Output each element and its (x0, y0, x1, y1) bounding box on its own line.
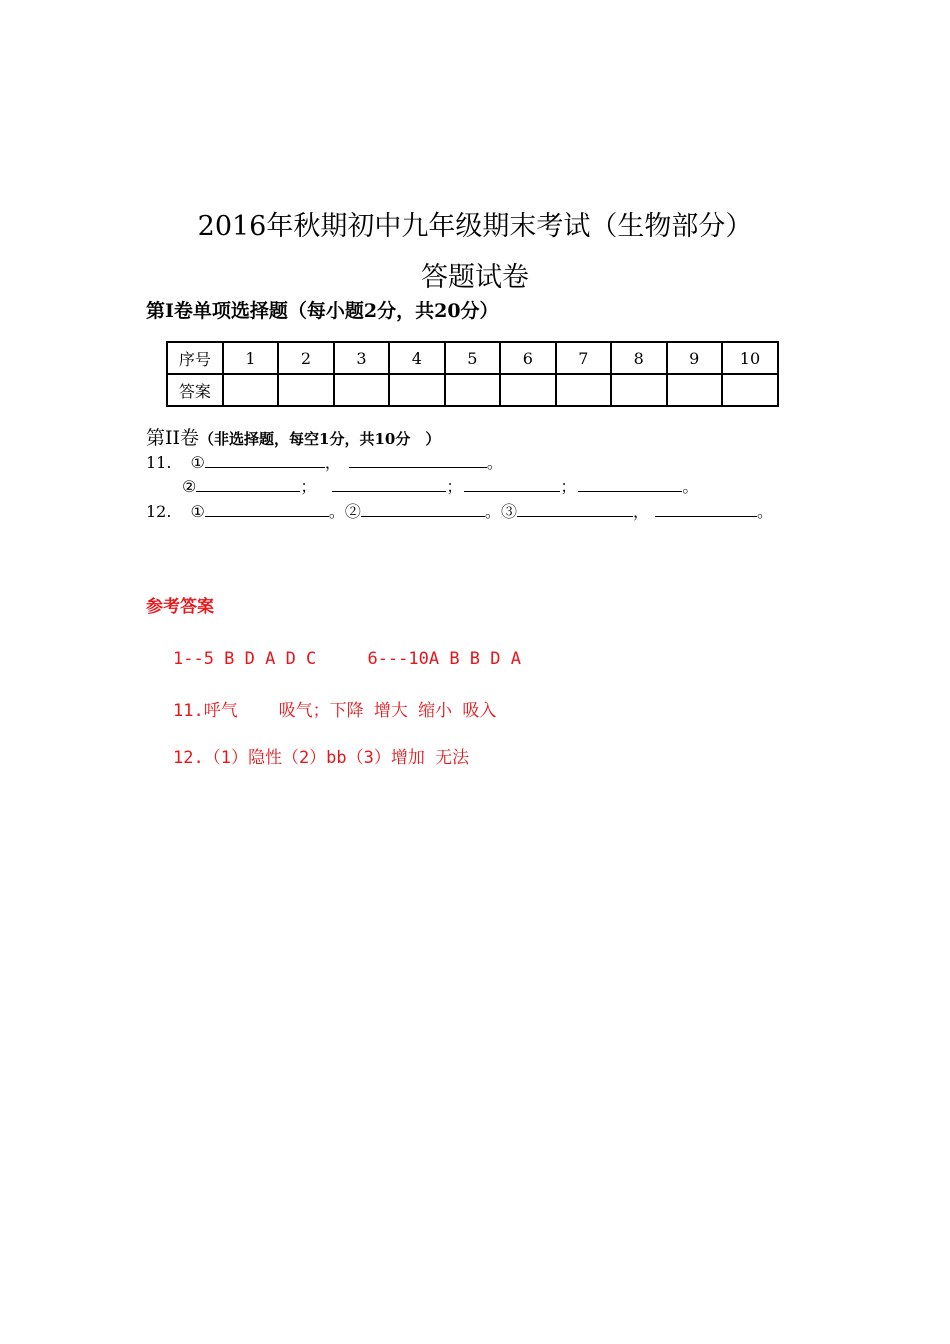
question-11-line-1 (146, 450, 503, 473)
punctuation: ； (300, 477, 317, 496)
answer-blank[interactable] (361, 502, 485, 517)
table-number-cell: 9 (667, 342, 722, 374)
answer-cell[interactable] (223, 374, 278, 406)
punctuation: ； (560, 477, 577, 496)
exam-subtitle: 答题试卷 (421, 262, 529, 293)
answer-blank[interactable] (578, 477, 682, 492)
answer-blank[interactable] (205, 453, 325, 468)
answer-blank[interactable] (464, 477, 560, 492)
punctuation: 。 (484, 502, 501, 521)
question-12-line (146, 499, 773, 522)
section2-note: （非选择题，每空1分，共10分 ） (199, 430, 441, 448)
answer-cell[interactable] (722, 374, 778, 406)
answer-cell[interactable] (389, 374, 444, 406)
answer-cell[interactable] (500, 374, 555, 406)
circled-two: ② (182, 477, 197, 496)
answer-line-11: 11.呼气 吸气；下降 增大 缩小 吸入 (173, 701, 497, 721)
answer-line-12: 12.（1）隐性（2）bb（3）增加 无法 (173, 748, 470, 768)
table-number-cell: 5 (445, 342, 500, 374)
answer-table (166, 341, 779, 407)
section2-title: 第II卷 (146, 427, 200, 449)
answer-blank[interactable] (349, 453, 487, 468)
answer-blank[interactable] (517, 502, 633, 517)
punctuation: ； (446, 477, 463, 496)
table-number-cell: 2 (278, 342, 333, 374)
table-number-cell: 10 (722, 342, 778, 374)
question-11-line-2 (182, 474, 698, 497)
circled-one: ① (190, 453, 205, 472)
reference-answer-heading: 参考答案 (146, 597, 214, 617)
answer-cell[interactable] (278, 374, 333, 406)
circled-one: ① (190, 502, 205, 521)
table-header-label: 序号 (167, 342, 223, 374)
table-number-cell: 3 (334, 342, 389, 374)
punctuation: 。 (486, 453, 503, 472)
table-number-cell: 6 (500, 342, 555, 374)
table-number-cell: 1 (223, 342, 278, 374)
punctuation: 。 (328, 502, 345, 521)
table-number-cell: 8 (611, 342, 666, 374)
question-number: 12. (146, 502, 172, 521)
answer-cell[interactable] (334, 374, 389, 406)
table-number-cell: 7 (556, 342, 611, 374)
table-row-answers (167, 374, 778, 406)
punctuation: ， (632, 502, 649, 521)
answer-blank[interactable] (332, 477, 446, 492)
exam-title: 2016年秋期初中九年级期末考试（生物部分） (197, 211, 753, 242)
table-answer-label: 答案 (167, 374, 223, 406)
section1-heading: 第Ⅰ卷单项选择题（每小题2分，共20分） (146, 300, 499, 322)
punctuation: ， (324, 453, 341, 472)
section2-heading (146, 423, 440, 450)
punctuation: 。 (682, 477, 699, 496)
answer-blank[interactable] (196, 477, 300, 492)
answer-blank[interactable] (205, 502, 329, 517)
question-number: 11. (146, 453, 172, 472)
answer-cell[interactable] (556, 374, 611, 406)
circled-two: ② (344, 502, 361, 521)
answer-cell[interactable] (445, 374, 500, 406)
answer-blank[interactable] (655, 502, 757, 517)
table-number-cell: 4 (389, 342, 444, 374)
answer-cell[interactable] (611, 374, 666, 406)
answer-cell[interactable] (667, 374, 722, 406)
answer-line-choice: 1--5 B D A D C 6---10A B B D A (173, 649, 521, 669)
circled-three: ③ (500, 502, 517, 521)
table-row-numbers (167, 342, 778, 374)
punctuation: 。 (756, 502, 773, 521)
